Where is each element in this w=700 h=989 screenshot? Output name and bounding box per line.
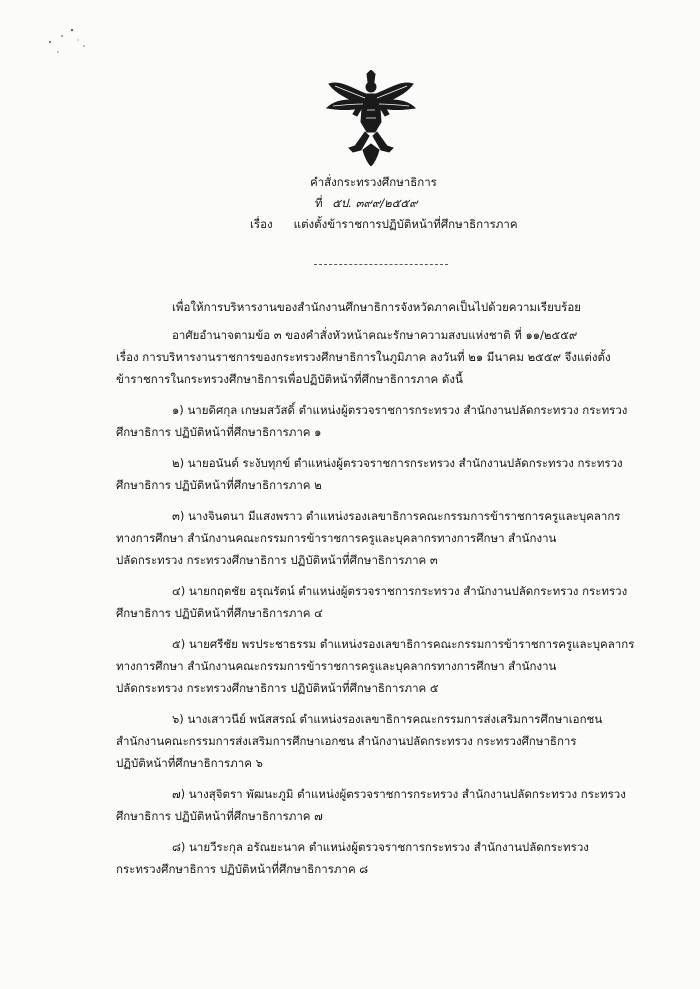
intro-line: เรื่อง การบริหารงานราชการของกระทรวงศึกษาธิการในภูมิภาค ลงวันที่ ๒๑ มีนาคม ๒๕๕๙ จึงแต่งตั้ง — [116, 350, 611, 364]
scan-specks — [44, 22, 104, 62]
item-line: ปลัดกระทรวง กระทรวงศึกษาธิการ ปฏิบัติหน้าที่ศึกษาธิการภาค ๕ — [116, 681, 439, 695]
appointment-item-7 — [116, 783, 636, 827]
intro-line: อาศัยอำนาจตามข้อ ๓ ของคำสั่งหัวหน้าคณะรักษาความสงบแห่งชาติ ที่ ๑๑/๒๕๕๙ — [172, 328, 578, 342]
appointment-item-3 — [116, 505, 636, 571]
item-line: ๘) นายวีระกุล อรัณยะนาค ตำแหน่งผู้ตรวจราชการกระทรวง สำนักงานปลัดกระทรวง — [172, 840, 589, 854]
subject-label: เรื่อง — [250, 217, 273, 231]
appointment-item-5 — [116, 633, 636, 699]
garuda-emblem-icon — [321, 70, 421, 166]
appointment-item-8 — [116, 836, 636, 880]
intro-paragraph-2 — [116, 324, 636, 390]
item-line: ๔) นายกฤตชัย อรุณรัตน์ ตำแหน่งผู้ตรวจราชการกระทรวง สำนักงานปลัดกระทรวง กระทรวง — [172, 584, 628, 598]
item-line: ศึกษาธิการ ปฏิบัติหน้าที่ศึกษาธิการภาค ๔ — [116, 606, 323, 620]
appointment-item-2 — [116, 452, 636, 496]
intro-line: ข้าราชการในกระทรวงศึกษาธิการเพื่อปฏิบัติหน้าที่ศึกษาธิการภาค ดังนี้ — [116, 372, 463, 386]
item-line: ๕) นายศรีชัย พรประชาธรรม ตำแหน่งรองเลขาธิการคณะกรรมการข้าราชการครูและบุคลากร — [172, 637, 635, 651]
item-line: ปลัดกระทรวง กระทรวงศึกษาธิการ ปฏิบัติหน้าที่ศึกษาธิการภาค ๓ — [116, 553, 438, 567]
appointment-item-6 — [116, 708, 636, 774]
item-line: ทางการศึกษา สำนักงานคณะกรรมการข้าราชการครูและบุคลากรทางการศึกษา สำนักงาน — [116, 531, 557, 545]
item-line: ๗) นางสุจิตรา พัฒนะภูมิ ตำแหน่งผู้ตรวจราชการกระทรวง สำนักงานปลัดกระทรวง กระทรวง — [172, 787, 626, 801]
item-line: ศึกษาธิการ ปฏิบัติหน้าที่ศึกษาธิการภาค ๒ — [116, 478, 322, 492]
item-line: ๑) นายดิศกุล เกษมสวัสดิ์ ตำแหน่งผู้ตรวจราชการกระทรวง สำนักงานปลัดกระทรวง กระทรวง — [172, 403, 628, 417]
order-subject — [250, 216, 518, 234]
item-line: ๒) นายอนันต์ ระงับทุกข์ ตำแหน่งผู้ตรวจราชการกระทรวง สำนักงานปลัดกระทรวง กระทรวง — [172, 456, 623, 470]
order-number — [315, 195, 418, 213]
order-number-label: ที่ — [315, 196, 323, 210]
item-line: ศึกษาธิการ ปฏิบัติหน้าที่ศึกษาธิการภาค ๑ — [116, 425, 322, 439]
item-line: ๖) นางเสาวนีย์ พนัสสรณ์ ตำแหน่งรองเลขาธิการคณะกรรมการส่งเสริมการศึกษาเอกชน — [172, 712, 603, 726]
order-number-value: ๕ป. ๓๙๙/๒๕๕๙ — [332, 196, 418, 210]
intro-paragraph-1: เพื่อให้การบริหารงานของสำนักงานศึกษาธิการจังหวัดภาคเป็นไปด้วยความเรียบร้อย — [172, 300, 581, 314]
item-line: ๓) นางจินตนา มีแสงพราว ตำแหน่งรองเลขาธิการคณะกรรมการข้าราชการครูและบุคลากร — [172, 509, 621, 523]
order-body — [116, 296, 636, 880]
header-divider — [314, 264, 448, 265]
item-line: ปฏิบัติหน้าที่ศึกษาธิการภาค ๖ — [116, 756, 263, 770]
item-line: กระทรวงศึกษาธิการ ปฏิบัติหน้าที่ศึกษาธิการภาค ๘ — [116, 862, 369, 876]
item-line: สำนักงานคณะกรรมการส่งเสริมการศึกษาเอกชน สำนักงานปลัดกระทรวง กระทรวงศึกษาธิการ — [116, 734, 577, 748]
appointment-item-1 — [116, 399, 636, 443]
subject-text: แต่งตั้งข้าราชการปฏิบัติหน้าที่ศึกษาธิการภาค — [293, 217, 518, 231]
order-title: คำสั่งกระทรวงศึกษาธิการ — [310, 175, 437, 189]
item-line: ทางการศึกษา สำนักงานคณะกรรมการข้าราชการครูและบุคลากรทางการศึกษา สำนักงาน — [116, 659, 557, 673]
item-line: ศึกษาธิการ ปฏิบัติหน้าที่ศึกษาธิการภาค ๗ — [116, 809, 323, 823]
appointment-item-4 — [116, 580, 636, 624]
